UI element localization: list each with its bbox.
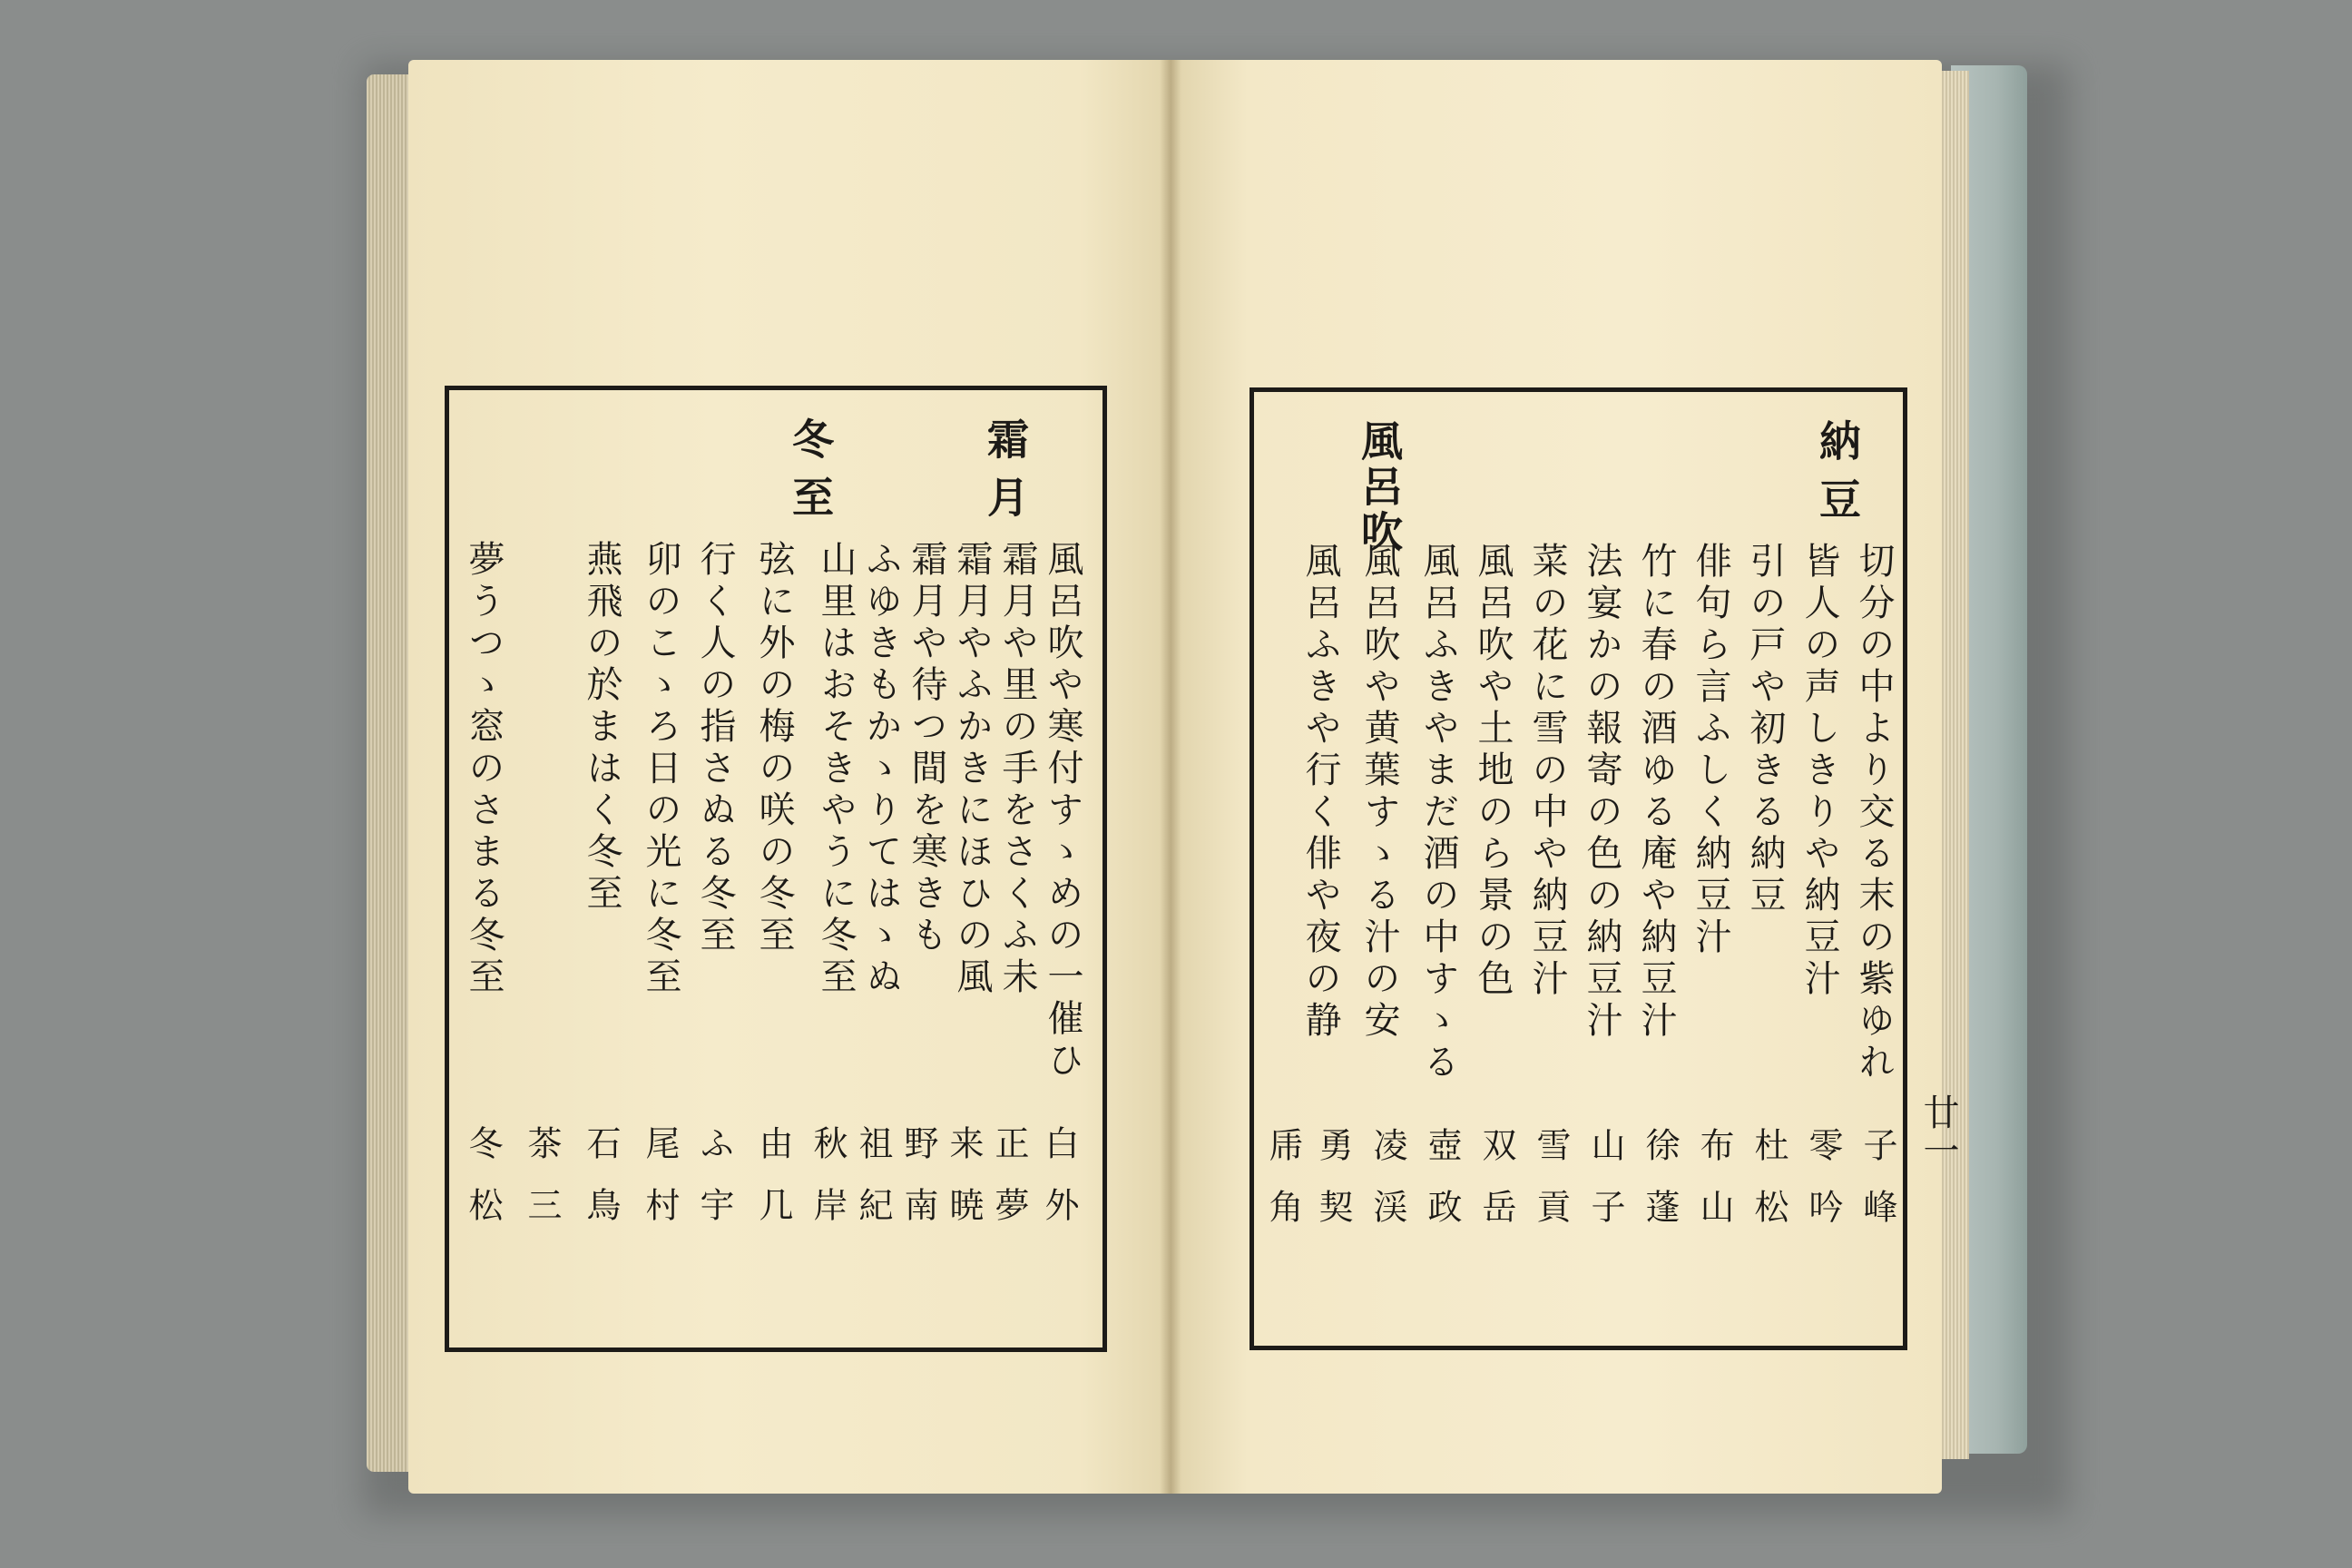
poet-name: 野南 (898, 1125, 938, 1249)
left-text-frame (445, 386, 1107, 1352)
verse: 菜の花に雪の中や納豆汁 (1526, 542, 1568, 1001)
poet-name: 凌渓 (1367, 1127, 1407, 1250)
verse: 風呂吹や寒付すゝめの一催ひ (1042, 540, 1083, 1083)
poet-name: 杜松 (1749, 1127, 1788, 1250)
verse: 風呂吹や土地のら景の色 (1472, 542, 1514, 1001)
poet-name: 零吟 (1803, 1127, 1843, 1250)
poet-name: 祖紀 (853, 1125, 893, 1249)
verse: 山里はおそきやうに冬至 (815, 540, 857, 999)
verse: 弦に外の梅の咲の冬至 (753, 540, 795, 957)
verse: ふゆきもかゝりてはゝぬ (860, 540, 902, 999)
verse: 皆人の声しきりや納豆汁 (1798, 542, 1840, 1001)
verse: 切分の中より交る末の紫ゆれ (1853, 542, 1895, 1084)
verse: 引の戸や初きる納豆 (1744, 542, 1786, 917)
poet-name: 秋岸 (808, 1125, 848, 1249)
heading-furofuki: 風呂吹 (1355, 419, 1404, 555)
poet-name: 子峰 (1857, 1127, 1897, 1250)
right-text-frame (1250, 387, 1907, 1350)
verse: 霜月や待つ間を寒きも (906, 540, 947, 957)
poet-name: 壺政 (1422, 1127, 1462, 1250)
poet-name: 布山 (1694, 1127, 1734, 1250)
heading-toji: 冬至 (786, 417, 835, 534)
poet-name: 冬松 (463, 1125, 503, 1249)
poet-name: 雪貢 (1531, 1127, 1571, 1250)
poet-name: 茶三 (522, 1125, 562, 1249)
poet-name: 山子 (1585, 1127, 1625, 1250)
poet-name: 勇契 (1313, 1127, 1353, 1250)
book-gutter (1160, 60, 1181, 1494)
verse: 行く人の指さぬる冬至 (694, 540, 736, 957)
verse: 燕飛の於まはく冬至 (581, 540, 622, 916)
verse: 風呂吹や黄葉すゝる汁の安 (1358, 542, 1400, 1043)
verse: 夢うつゝ窓のさまる冬至 (463, 540, 505, 999)
poet-name: 正夢 (989, 1125, 1029, 1249)
heading-natto: 納豆 (1813, 419, 1862, 535)
poet-name: 尾村 (640, 1125, 680, 1249)
heading-shimotsuki: 霜月 (981, 417, 1030, 534)
verse: 風呂ふきやまだ酒の中すゝる (1417, 542, 1459, 1084)
verse: 風呂ふきや行く俳や夜の静 (1299, 542, 1341, 1043)
verse: 竹に春の酒ゆる庵や納豆汁 (1635, 542, 1677, 1043)
poet-name: 双岳 (1476, 1127, 1516, 1250)
poet-name: 白外 (1039, 1125, 1079, 1249)
poet-name: 来暁 (944, 1125, 984, 1249)
verse: 俳句ら言ふしく納豆汁 (1690, 542, 1731, 959)
folio-number: 廿一 (1917, 1093, 1959, 1170)
verse: 霜月やふかきにほひの風 (951, 540, 993, 999)
poet-name: 乕角 (1263, 1127, 1303, 1250)
poet-name: 由几 (753, 1125, 793, 1249)
verse: 霜月や里の手をさくふ未 (996, 540, 1038, 999)
poet-name: 石鳥 (581, 1125, 621, 1249)
poet-name: ふ宇 (694, 1125, 734, 1249)
verse: 卯のこゝろ日の光に冬至 (640, 540, 681, 999)
poet-name: 徐蓬 (1640, 1127, 1680, 1250)
verse: 法宴かの報寄の色の納豆汁 (1581, 542, 1622, 1043)
